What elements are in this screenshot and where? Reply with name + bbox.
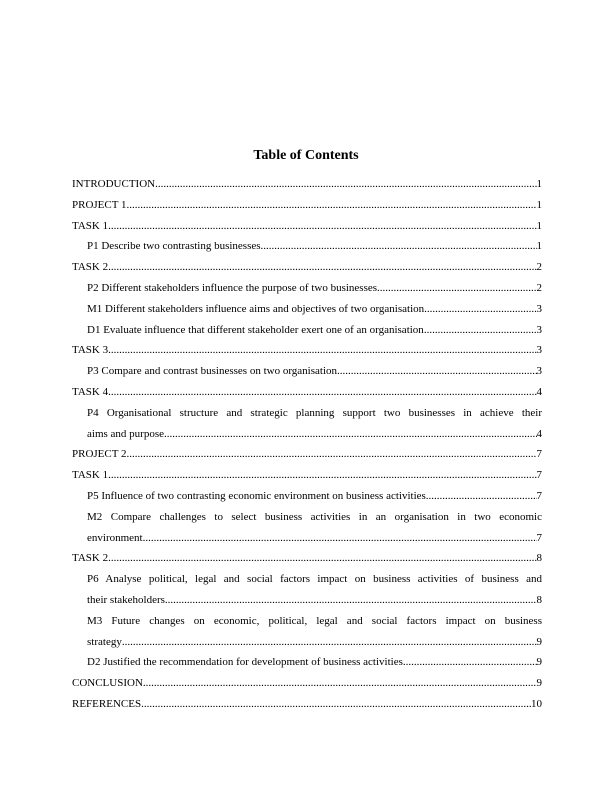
toc-entry-introduction[interactable] [72, 174, 542, 195]
toc-page-number: 3 [536, 344, 542, 357]
toc-page-number: 7 [536, 489, 542, 502]
toc-page-number: 7 [536, 469, 542, 482]
toc-entry-label: D1 Evaluate influence that different stakeholder exert one of an organisation [87, 323, 424, 336]
toc-entry-p6[interactable] [72, 569, 542, 611]
toc-entry-label-line2: environment [87, 531, 143, 544]
toc-entry-task-4[interactable] [72, 382, 542, 403]
dot-leader [108, 382, 536, 403]
dot-leader [426, 486, 537, 507]
dot-leader [108, 257, 536, 278]
dot-leader [143, 673, 537, 694]
toc-entry-label-line2: strategy [87, 635, 122, 648]
toc-entry-last-line [87, 632, 542, 653]
toc-entry-label: TASK 1 [72, 219, 109, 232]
toc-entry-label: REFERENCES [72, 697, 142, 710]
toc-entry-label: TASK 3 [72, 344, 109, 357]
toc-page-number: 1 [536, 219, 542, 232]
toc-title: Table of Contents [253, 148, 359, 163]
dot-leader [164, 424, 537, 445]
toc-page-number: 8 [536, 593, 542, 606]
toc-page-number: 9 [536, 656, 542, 669]
table-of-contents [72, 174, 542, 715]
toc-entry-label: P2 Different stakeholders influence the purpose of two businesses [87, 281, 378, 294]
toc-page-number: 10 [531, 697, 542, 710]
toc-entry-p1[interactable] [72, 236, 542, 257]
toc-page-number: 1 [536, 240, 542, 253]
toc-page-number: 3 [536, 323, 542, 336]
toc-entry-last-line [87, 424, 542, 445]
dot-leader [155, 174, 536, 195]
toc-entry-last-line [87, 590, 542, 611]
toc-page-number: 2 [536, 261, 542, 274]
toc-entry-label: P5 Influence of two contrasting economic environment on business activities [87, 489, 426, 502]
toc-entry-label: PROJECT 1 [72, 198, 127, 211]
toc-page-number: 9 [536, 677, 542, 690]
dot-leader [377, 278, 536, 299]
toc-entry-label-line2: aims and purpose [87, 427, 164, 440]
toc-entry-label-line1: P6 Analyse political, legal and social factors impact on business activities of business and [87, 573, 542, 586]
toc-entry-project-2[interactable] [72, 444, 542, 465]
dot-leader [108, 465, 536, 486]
toc-entry-d2[interactable] [72, 652, 542, 673]
toc-entry-m1[interactable] [72, 299, 542, 320]
dot-leader [141, 694, 531, 715]
dot-leader [424, 320, 537, 341]
toc-entry-task-1-project-2[interactable] [72, 465, 542, 486]
toc-entry-project-1[interactable] [72, 195, 542, 216]
dot-leader [337, 361, 536, 382]
toc-page-number: 4 [536, 385, 542, 398]
dot-leader [108, 340, 536, 361]
toc-page-number: 3 [536, 365, 542, 378]
toc-entry-references[interactable] [72, 694, 542, 715]
toc-entry-label-line1: P4 Organisational structure and strategic planning support two businesses in achieve their [87, 406, 542, 419]
toc-entry-p5[interactable] [72, 486, 542, 507]
dot-leader [403, 652, 537, 673]
toc-page-number: 8 [536, 552, 542, 565]
dot-leader [424, 299, 536, 320]
toc-entry-label: TASK 4 [72, 385, 109, 398]
toc-page-number: 2 [536, 281, 542, 294]
toc-page-number: 1 [536, 198, 542, 211]
dot-leader [108, 548, 536, 569]
toc-entry-conclusion[interactable] [72, 673, 542, 694]
toc-entry-label: TASK 2 [72, 261, 109, 274]
toc-page-number: 1 [536, 178, 542, 190]
toc-entry-label-line1: M2 Compare challenges to select business activities in an organisation in two economic [87, 510, 542, 523]
toc-entry-label: TASK 2 [72, 552, 109, 565]
toc-entry-m3[interactable] [72, 611, 542, 653]
toc-entry-label: TASK 1 [72, 469, 109, 482]
toc-entry-label: PROJECT 2 [72, 448, 127, 461]
dot-leader [261, 236, 537, 257]
dot-leader [127, 444, 537, 465]
toc-page-number: 9 [536, 635, 542, 648]
toc-page-number: 4 [536, 427, 542, 440]
toc-page-number: 7 [536, 448, 542, 461]
toc-entry-p3[interactable] [72, 361, 542, 382]
dot-leader [127, 195, 537, 216]
toc-entry-task-2[interactable] [72, 257, 542, 278]
toc-entry-label-line2: their stakeholders [87, 593, 165, 606]
toc-entry-label: M1 Different stakeholders influence aims and objectives of two organisation [87, 302, 425, 315]
toc-entry-label: D2 Justified the recommendation for development of business activities [87, 656, 403, 669]
toc-entry-task-3[interactable] [72, 340, 542, 361]
toc-entry-p4[interactable] [72, 403, 542, 445]
toc-page-number: 3 [536, 302, 542, 315]
dot-leader [165, 590, 537, 611]
toc-entry-label: INTRODUCTION [72, 178, 156, 190]
toc-entry-last-line [87, 528, 542, 549]
dot-leader [108, 216, 536, 237]
toc-entry-label: P1 Describe two contrasting businesses [87, 240, 261, 253]
toc-entry-task-2-project-2[interactable] [72, 548, 542, 569]
toc-entry-p2[interactable] [72, 278, 542, 299]
toc-entry-d1[interactable] [72, 320, 542, 341]
toc-entry-label: CONCLUSION [72, 677, 143, 690]
dot-leader [122, 632, 537, 653]
toc-entry-m2[interactable] [72, 507, 542, 549]
dot-leader [143, 528, 537, 549]
toc-page-number: 7 [536, 531, 542, 544]
toc-entry-label: P3 Compare and contrast businesses on two organisation [87, 365, 338, 378]
toc-entry-label-line1: M3 Future changes on economic, political, legal and social factors impact on business [87, 614, 542, 627]
toc-entry-task-1[interactable] [72, 216, 542, 237]
